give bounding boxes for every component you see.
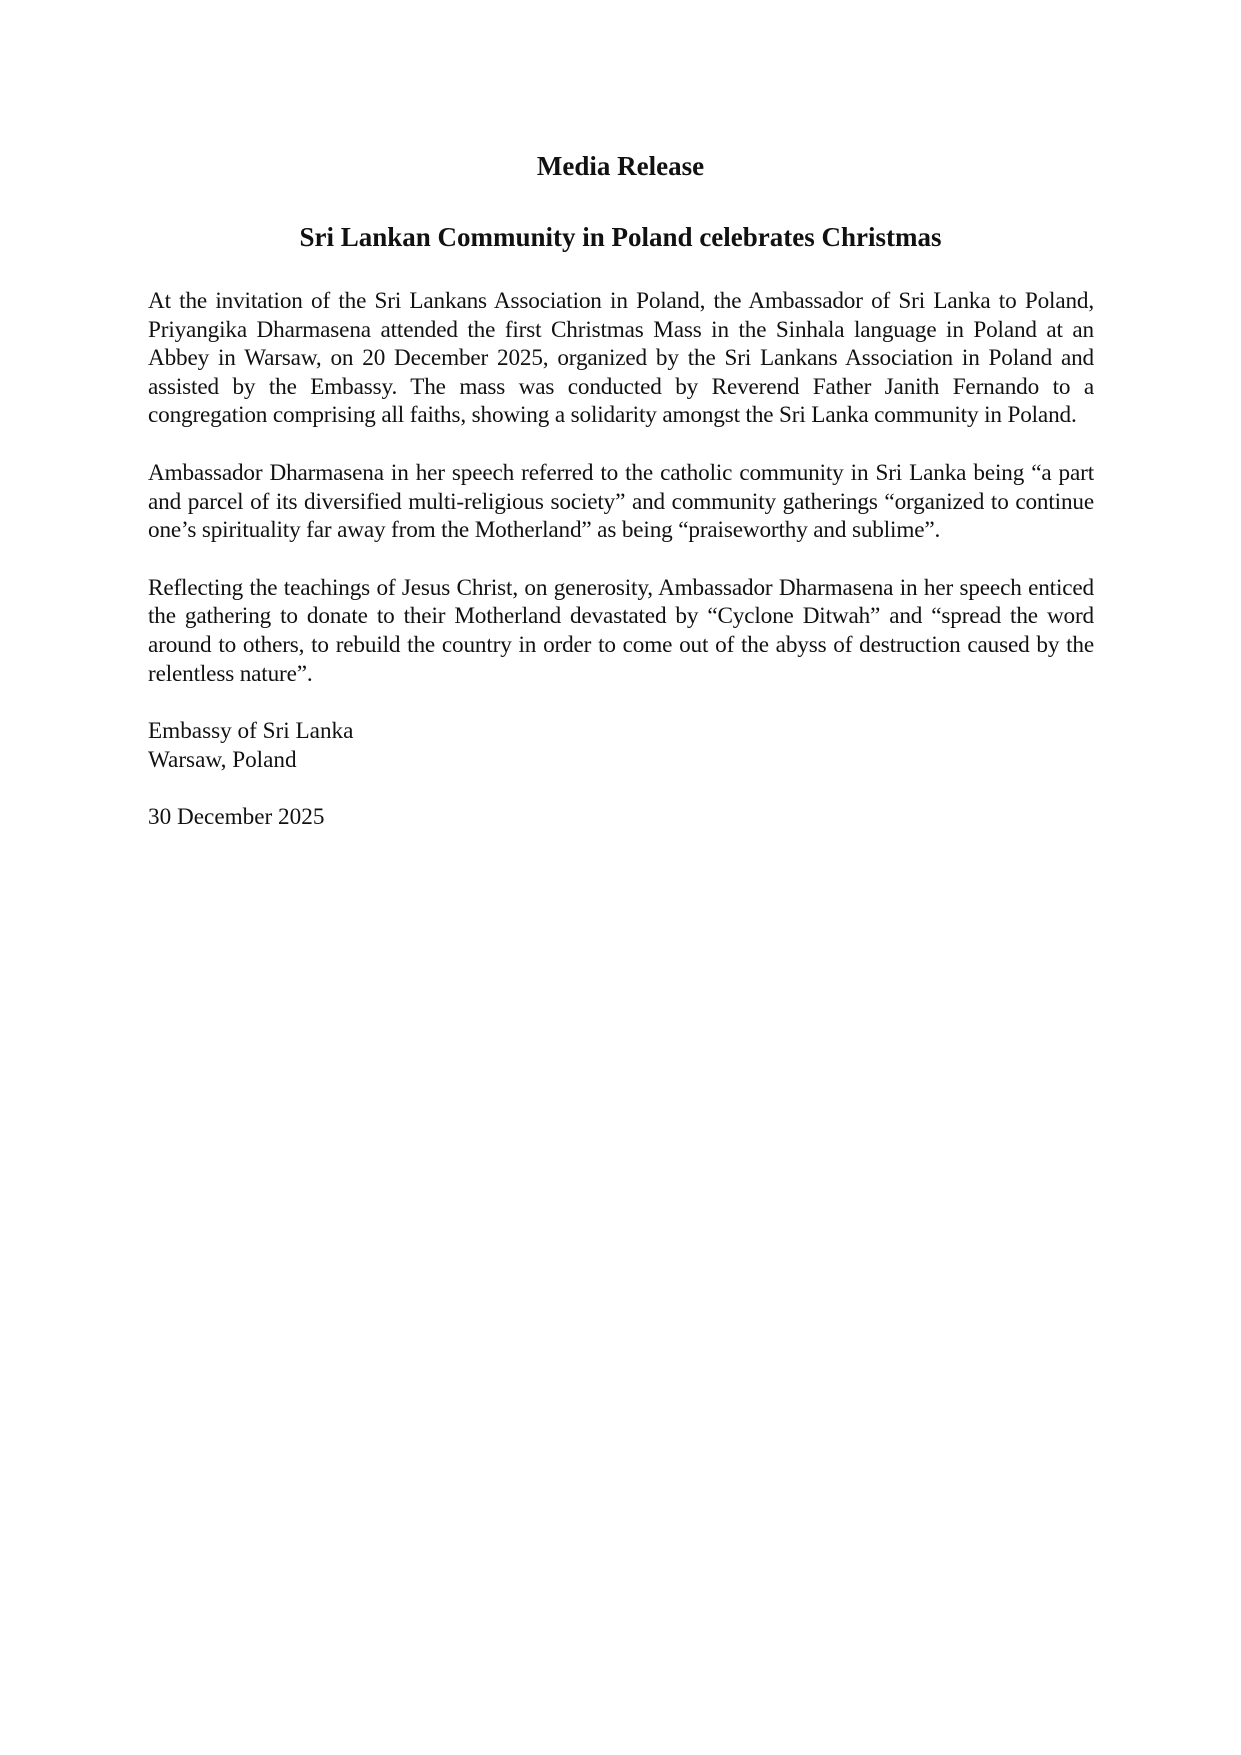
signature-organization: Embassy of Sri Lanka	[148, 718, 354, 745]
document-label: Media Release	[536, 151, 705, 181]
signature-block	[148, 717, 1094, 774]
signature-location: Warsaw, Poland	[148, 746, 297, 773]
body-paragraph-1: At the invitation of the Sri Lankans Association in Poland, the Ambassador of Sri Lanka to Poland, Priyangika Dharmasena attended the first Christmas Mass in the Sinhala language in Poland at an Abbey in Warsaw, on 20 December 2025, organized by the Sri Lankans Association in Poland and assisted by the Embassy. The mass was conducted by Reverend Father Janith Fernando to a congregation comprising all faiths, showing a solidarity amongst the Sri Lanka community in Poland.	[148, 288, 1094, 429]
document-body	[148, 287, 1094, 855]
document-title: Sri Lankan Community in Poland celebrates Christmas	[299, 222, 942, 252]
body-paragraph-2: Ambassador Dharmasena in her speech referred to the catholic community in Sri Lanka being “a part and parcel of its diversified multi-religious society” and community gatherings “organized to continue one’s spirituality far away from the Motherland” as being “praiseworthy and sublime”.	[148, 459, 1094, 544]
body-paragraph-3: Reflecting the teachings of Jesus Christ, on generosity, Ambassador Dharmasena in her speech enticed the gathering to donate to their Motherland devastated by “Cyclone Ditwah” and “spread the word around to others, to rebuild the country in order to come out of the abyss of destruction caused by the relentless nature”.	[148, 574, 1094, 687]
release-date: 30 December 2025	[148, 804, 325, 831]
